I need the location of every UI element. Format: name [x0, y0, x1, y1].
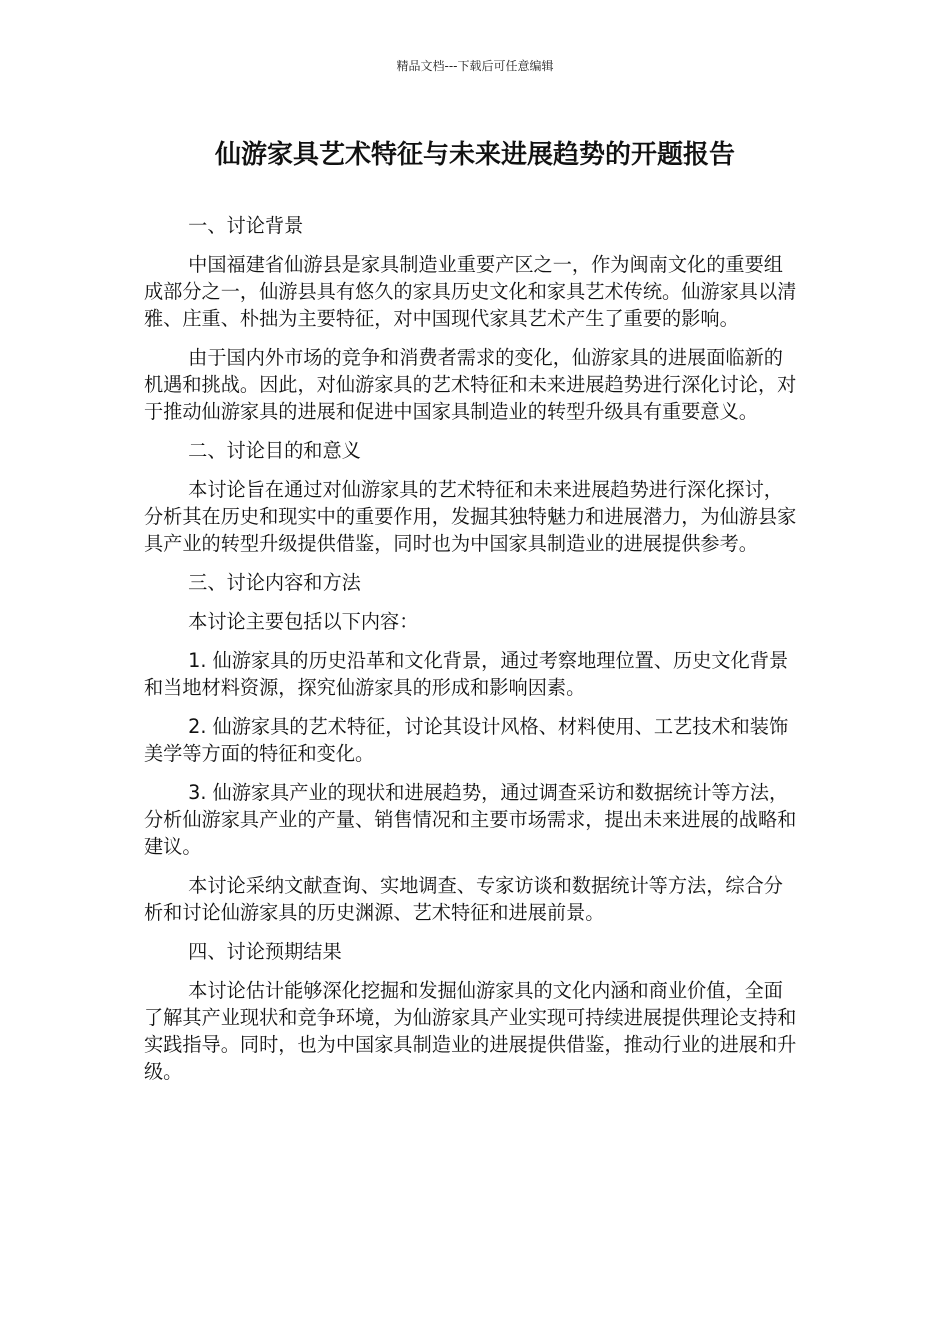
section-heading-content-method: 三、讨论内容和方法 — [188, 571, 361, 594]
document-body — [144, 212, 799, 1097]
list-item-industry-status: 3. 仙游家具产业的现状和进展趋势，通过调查采访和数据统计等方法，分析仙游家具产业的产量、销售情况和主要市场需求，提出未来进展的战略和建议。 — [144, 781, 797, 858]
paragraph-expected-results: 本讨论估计能够深化挖掘和发掘仙游家具的文化内涵和商业价值，全面了解其产业现状和竞争环境，为仙游家具产业实现可持续进展提供理论支持和实践指导。同时，也为中国家具制造业的进展提供借鉴，推动行业的进展和升级。 — [144, 979, 797, 1083]
list-item-art-features: 2. 仙游家具的艺术特征，讨论其设计风格、材料使用、工艺技术和装饰美学等方面的特征和变化。 — [144, 715, 789, 765]
paragraph-background-1: 中国福建省仙游县是家具制造业重要产区之一，作为闽南文化的重要组成部分之一，仙游县具有悠久的家具历史文化和家具艺术传统。仙游家具以清雅、庄重、朴拙为主要特征，对中国现代家具艺术产生了重要的影响。 — [144, 253, 797, 330]
paragraph-content-intro: 本讨论主要包括以下内容： — [188, 610, 419, 633]
header-note: 精品文档---下载后可任意编辑 — [396, 59, 554, 73]
section-heading-background: 一、讨论背景 — [188, 214, 304, 237]
section-heading-expected-results: 四、讨论预期结果 — [188, 940, 342, 963]
list-item-history: 1. 仙游家具的历史沿革和文化背景，通过考察地理位置、历史文化背景和当地材料资源，探究仙游家具的形成和影响因素。 — [144, 649, 789, 699]
paragraph-methods: 本讨论采纳文献查询、实地调查、专家访谈和数据统计等方法，综合分析和讨论仙游家具的历史渊源、艺术特征和进展前景。 — [144, 874, 783, 924]
document-title: 仙游家具艺术特征与未来进展趋势的开题报告 — [214, 140, 735, 170]
paragraph-background-2: 由于国内外市场的竞争和消费者需求的变化，仙游家具的进展面临新的机遇和挑战。因此，对仙游家具的艺术特征和未来进展趋势进行深化讨论，对于推动仙游家具的进展和促进中国家具制造业的转型升级具有重要意义。 — [144, 346, 797, 423]
paragraph-purpose: 本讨论旨在通过对仙游家具的艺术特征和未来进展趋势进行深化探讨，分析其在历史和现实中的重要作用，发掘其独特魅力和进展潜力，为仙游县家具产业的转型升级提供借鉴，同时也为中国家具制造业的进展提供参考。 — [144, 478, 797, 555]
section-heading-purpose: 二、讨论目的和意义 — [188, 439, 361, 462]
